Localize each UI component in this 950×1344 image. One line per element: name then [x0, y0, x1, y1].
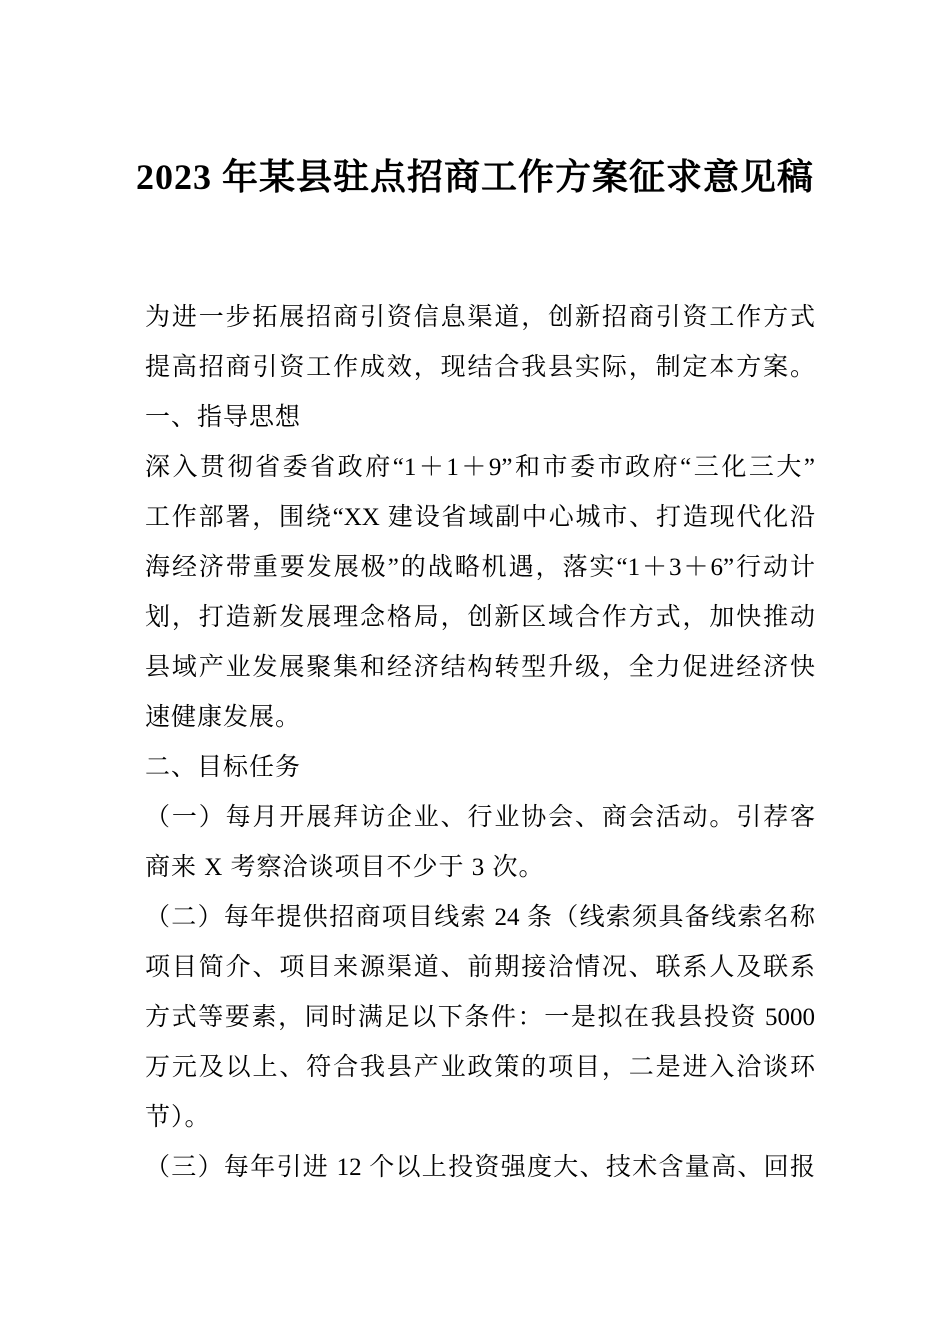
body-line: 提高招商引资工作成效，现结合我县实际，制定本方案。 [145, 354, 815, 381]
body-line: 县域产业发展聚集和经济结构转型升级，全力促进经济快 [145, 654, 815, 681]
body-line: 万元及以上、符合我县产业政策的项目，二是进入洽谈环 [145, 1054, 815, 1081]
body-line: （一）每月开展拜访企业、行业协会、商会活动。引荐客 [145, 804, 815, 831]
document-title: 2023 年某县驻点招商工作方案征求意见稿 [135, 157, 814, 197]
body-line: 工作部署，围绕“XX 建设省域副中心城市、打造现代化沿 [145, 504, 815, 531]
body-line: 海经济带重要发展极”的战略机遇，落实“1＋3＋6”行动计 [145, 554, 815, 581]
body-line: （二）每年提供招商项目线索 24 条（线索须具备线索名称 [145, 904, 815, 931]
body-line: 节）。 [145, 1104, 211, 1131]
body-line: 方式等要素，同时满足以下条件：一是拟在我县投资 5000 [145, 1004, 815, 1031]
body-line: （三）每年引进 12 个以上投资强度大、技术含量高、回报 [145, 1154, 815, 1181]
document-body [145, 293, 815, 1193]
body-line: 商来 X 考察洽谈项目不少于 3 次。 [145, 854, 545, 881]
body-line: 划，打造新发展理念格局，创新区域合作方式，加快推动 [145, 604, 815, 631]
body-line: 项目简介、项目来源渠道、前期接洽情况、联系人及联系 [145, 954, 815, 981]
body-line: 速健康发展。 [145, 704, 302, 731]
heading-line: 一、指导思想 [145, 404, 302, 431]
body-line: 为进一步拓展招商引资信息渠道，创新招商引资工作方式 [145, 304, 815, 331]
body-line: 深入贯彻省委省政府“1＋1＋9”和市委市政府“三化三大” [145, 454, 815, 481]
heading-line: 二、目标任务 [145, 754, 302, 781]
